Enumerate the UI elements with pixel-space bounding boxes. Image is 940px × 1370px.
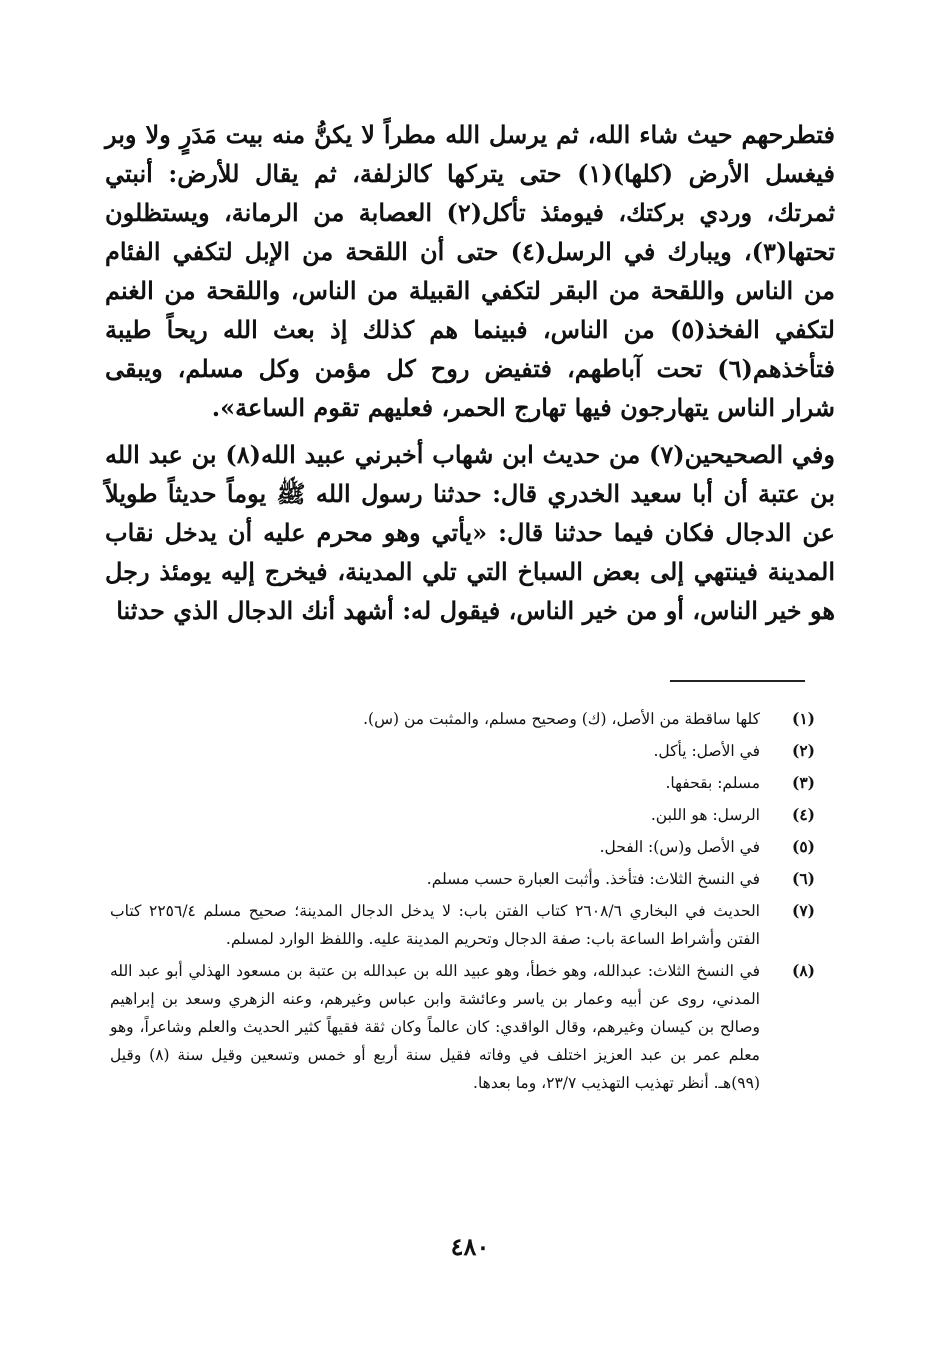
footnote (110, 833, 815, 861)
page-number: ٤٨٠ (450, 1232, 490, 1261)
footnote-text: في الأصل: يأكل. (653, 742, 760, 760)
footnote-text: الرسل: هو اللبن. (650, 806, 760, 824)
footnote-number: (٨) (791, 961, 815, 980)
footnote-number: (٦) (791, 869, 815, 888)
footnote-text: مسلم: بقحفها. (665, 774, 760, 792)
footnote (110, 769, 815, 797)
main-paragraph-2: وفي الصحيحين(٧) من حديث ابن شهاب أخبرني عبيد الله(٨) بن عبد الله بن عتبة أن أبا سعيد الخدري قال: حدثنا رسول الله ﷺ يوماً حديثاً طويلاً عن الدجال فكان فيما حدثنا قال: «يأتي وهو محرم عليه أن يدخل نقاب المدينة فينتهي إلى بعض السباخ التي تلي المدينة، فيخرج إليه يومئذ رجل هو خير الناس، أو من خير الناس، فيقول له: أشهد أنك الدجال الذي حدثنا (105, 440, 835, 625)
footnote-separator (670, 680, 805, 682)
footnotes (110, 705, 815, 1101)
footnote (110, 737, 815, 765)
footnote-text: في النسخ الثلاث: عبدالله، وهو خطأ، وهو عبيد الله بن عبدالله بن عتبة بن مسعود الهذلي أبو عبد الله المدني، روى عن أبيه وعمار بن ياسر وعائشة وابن عباس وغيرهم، وعنه الزهري وسعد بن إبراهيم وصالح بن كيسان وغيرهم، وقال الواقدي: كان عالماً وكان ثقة فقيهاً كثير الحديث والعلم وشاعراً، وهو معلم عمر بن عبد العزيز اختلف في وفاته فقيل سنة أربع أو خمس وتسعين وقيل سنة (٨) وقيل (٩٩)هـ. أنظر تهذيب التهذيب ٢٣/٧، وما بعدها. (110, 962, 760, 1092)
footnote-text: في الأصل و(س): الفحل. (599, 838, 760, 856)
footnote (110, 801, 815, 829)
footnote-number: (٧) (791, 901, 815, 920)
footnote-text: الحديث في البخاري ٢٦٠٨/٦ كتاب الفتن باب: لا يدخل الدجال المدينة؛ صحيح مسلم ٢٢٥٦/٤ كتاب الفتن وأشراط الساعة باب: صفة الدجال وتحريم المدينة عليه. واللفظ الوارد لمسلم. (110, 902, 760, 948)
footnote (110, 957, 815, 1097)
footnote-text: في النسخ الثلاث: فتأخذ. وأثبت العبارة حسب مسلم. (426, 870, 760, 888)
footnote-number: (٤) (791, 805, 815, 824)
footnote (110, 705, 815, 733)
footnote (110, 865, 815, 893)
footnote (110, 897, 815, 953)
footnote-number: (٥) (791, 837, 815, 856)
footnote-number: (٢) (791, 741, 815, 760)
main-paragraph-1: فتطرحهم حيث شاء الله، ثم يرسل الله مطراً لا يكنُّ منه بيت مَدَرٍ ولا وبر فيغسل الأرض (كلها)(١) حتى يتركها كالزلفة، ثم يقال للأرض: أنبتي ثمرتك، وردي بركتك، فيومئذ تأكل(٢) العصابة من الرمانة، ويستظلون تحتها(٣)، ويبارك في الرسل(٤) حتى أن اللقحة من الإبل لتكفي الفئام من الناس واللقحة من البقر لتكفي القبيلة من الناس، واللقحة من الغنم لتكفي الفخذ(٥) من الناس، فبينما هم كذلك إذ بعث الله ريحاً طيبة فتأخذهم(٦) تحت آباطهم، فتفيض روح كل مؤمن وكل مسلم، ويبقى شرار الناس يتهارجون فيها تهارج الحمر، فعليهم تقوم الساعة». (105, 120, 836, 422)
footnote-text: كلها ساقطة من الأصل، (ك) وصحيح مسلم، والمثبت من (س). (363, 710, 760, 728)
footnote-number: (١) (791, 709, 815, 728)
main-text (105, 115, 835, 630)
footnote-number: (٣) (791, 773, 815, 792)
